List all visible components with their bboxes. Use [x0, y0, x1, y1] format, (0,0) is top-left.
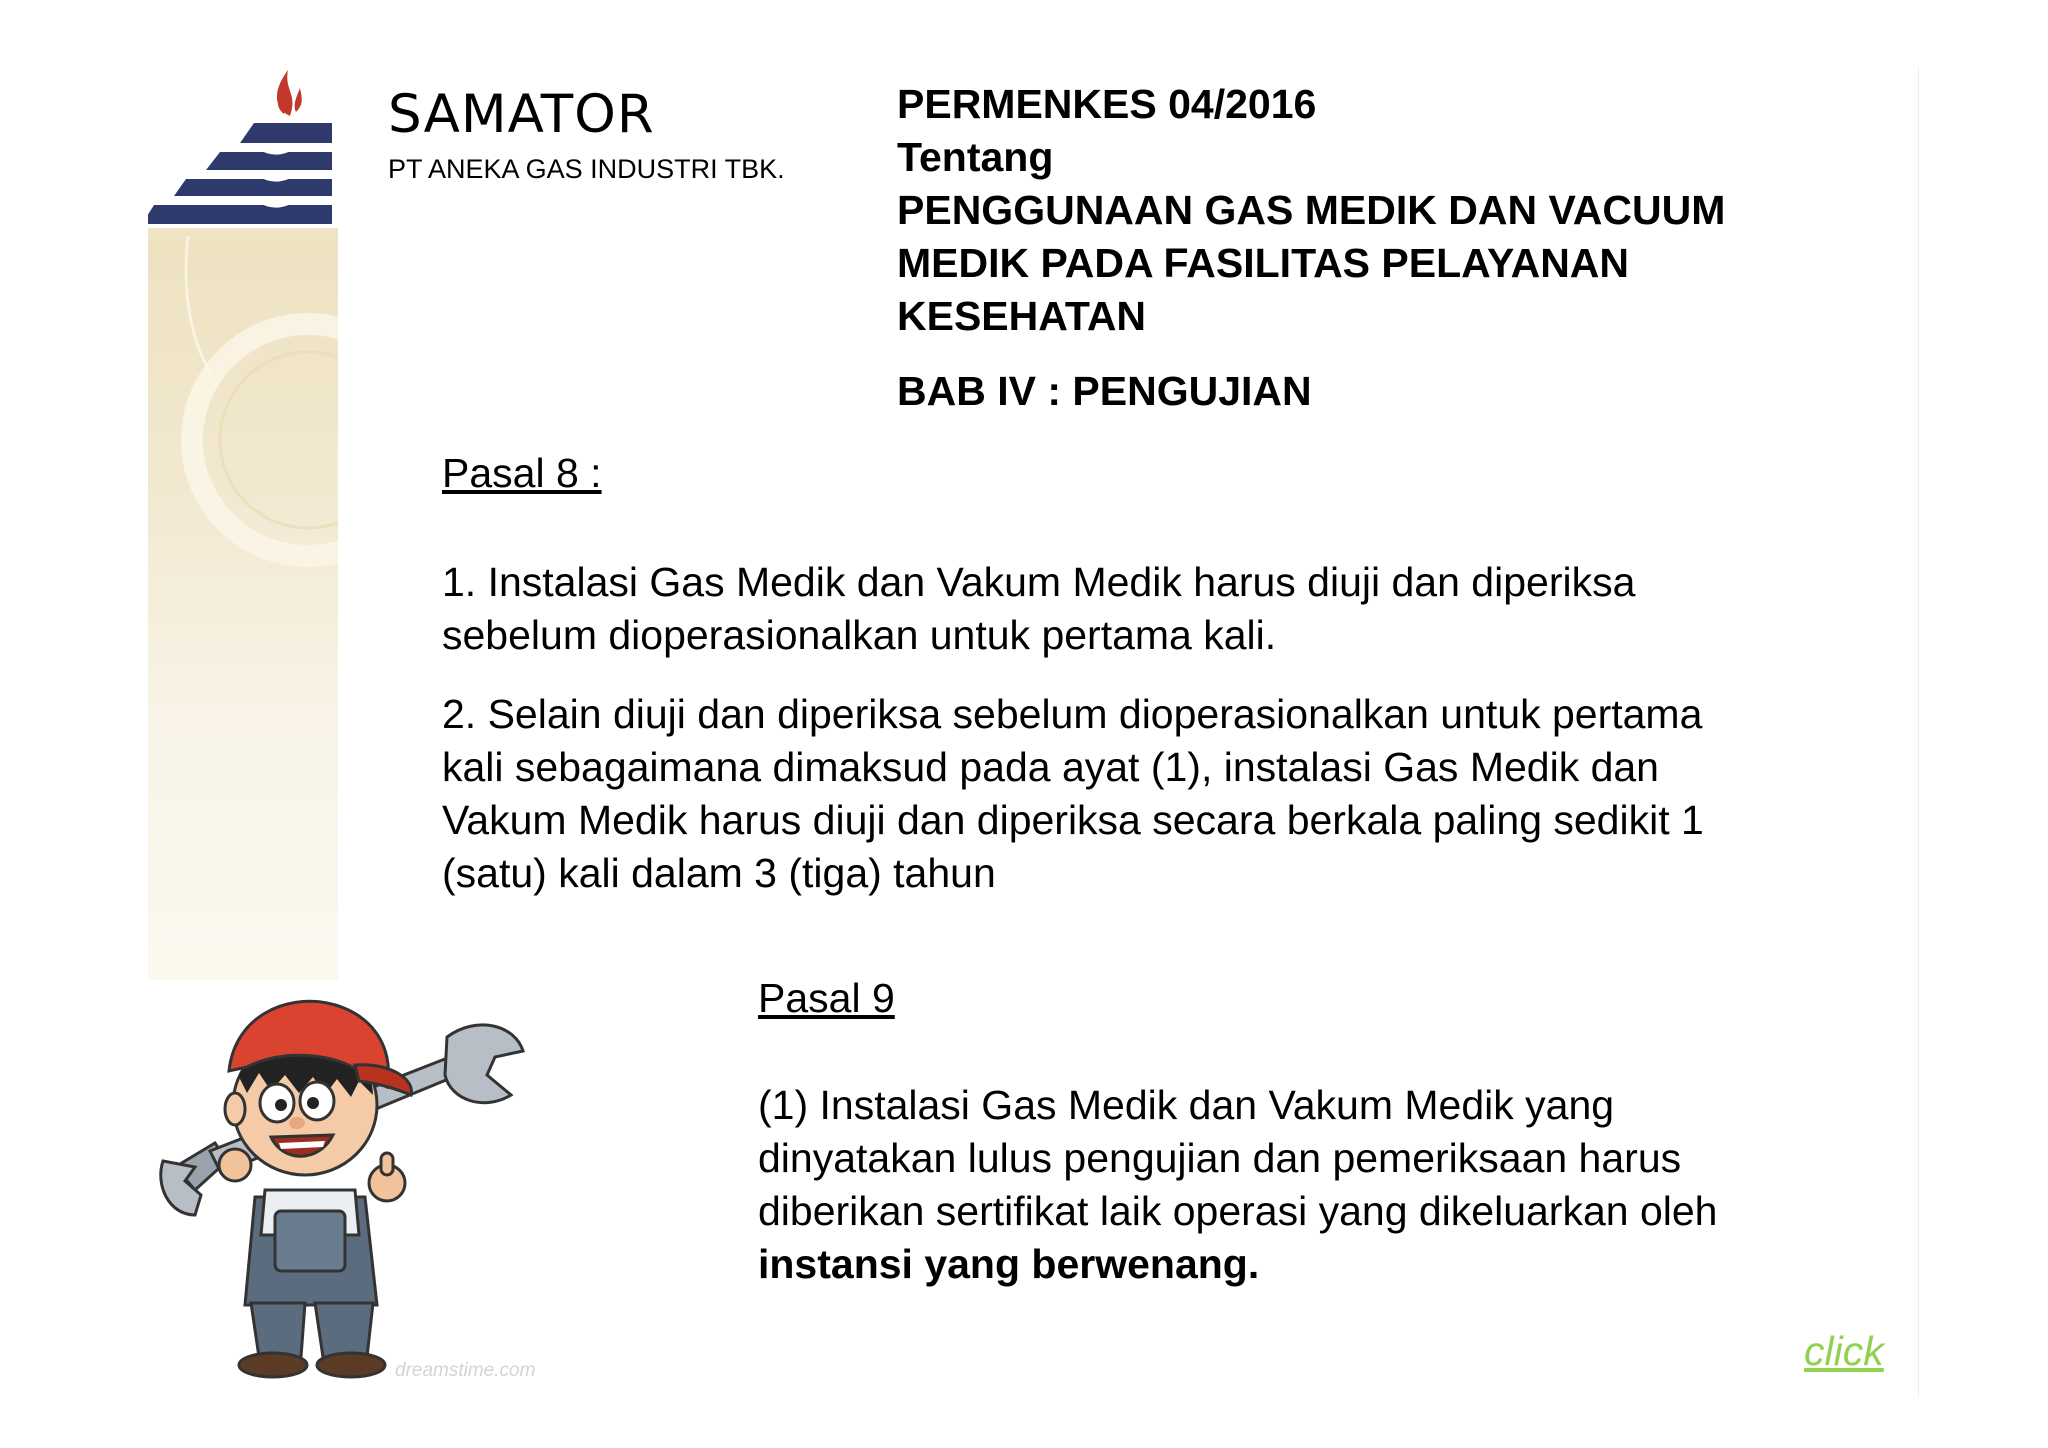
document-title: [897, 78, 1877, 343]
pasal-9-item-1: [758, 1079, 1717, 1291]
brand-subtitle: PT ANEKA GAS INDUSTRI TBK.: [388, 154, 785, 184]
paragraph-line: Vakum Medik harus diuji dan diperiksa secara berkala paling sedikit 1: [442, 797, 1704, 843]
pasal-8-item-1: [442, 556, 1635, 662]
brand-name: SAMATOR: [388, 84, 655, 145]
title-line: PERMENKES 04/2016: [897, 81, 1317, 127]
chapter-heading: BAB IV : PENGUJIAN: [897, 368, 1312, 414]
click-link[interactable]: click: [1804, 1328, 1884, 1374]
pasal-9-heading: Pasal 9: [758, 975, 895, 1021]
title-line: PENGGUNAAN GAS MEDIK DAN VACUUM: [897, 187, 1726, 233]
paragraph-line: sebelum dioperasionalkan untuk pertama kali.: [442, 612, 1277, 658]
image-watermark: dreamstime.com: [395, 1360, 536, 1381]
samator-logo-icon: [148, 66, 342, 228]
paragraph-line: dinyatakan lulus pengujian dan pemeriksaan harus: [758, 1135, 1682, 1181]
pasal-8-item-2: [442, 688, 1704, 900]
title-line: KESEHATAN: [897, 293, 1147, 339]
paragraph-line: diberikan sertifikat laik operasi yang dikeluarkan oleh: [758, 1188, 1718, 1234]
paragraph-line: kali sebagaimana dimaksud pada ayat (1), instalasi Gas Medik dan: [442, 744, 1659, 790]
paragraph-line-bold: instansi yang berwenang.: [758, 1241, 1260, 1287]
paragraph-line: 1. Instalasi Gas Medik dan Vakum Medik harus diuji dan diperiksa: [442, 559, 1636, 605]
title-line: MEDIK PADA FASILITAS PELAYANAN: [897, 240, 1630, 286]
mechanic-mascot-illustration: [155, 985, 535, 1385]
paragraph-line: (1) Instalasi Gas Medik dan Vakum Medik yang: [758, 1082, 1615, 1128]
paragraph-line: (satu) kali dalam 3 (tiga) tahun: [442, 850, 996, 896]
paragraph-line: 2. Selain diuji dan diperiksa sebelum dioperasionalkan untuk pertama: [442, 691, 1703, 737]
pasal-8-heading: Pasal 8 :: [442, 450, 602, 496]
title-line: Tentang: [897, 134, 1054, 180]
